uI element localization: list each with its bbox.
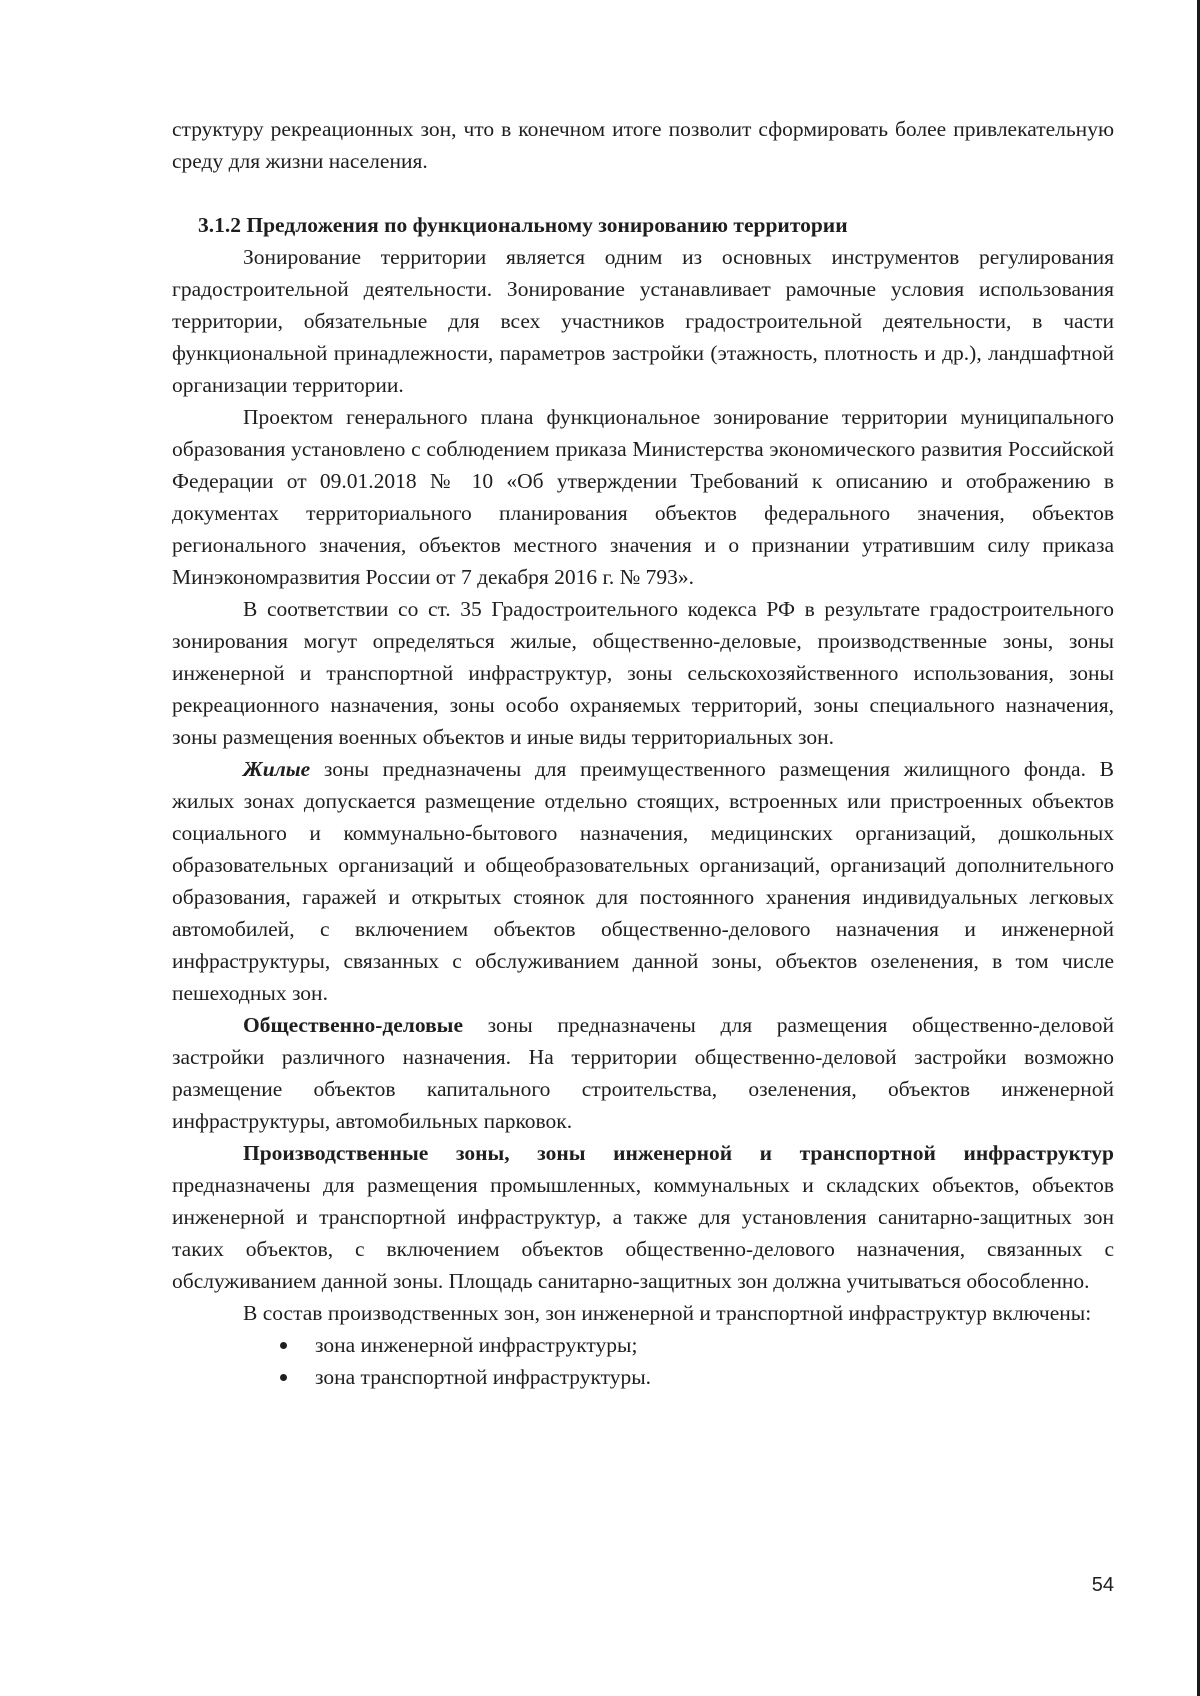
paragraph-intro: структуру рекреационных зон, что в конечном итоге позволит сформировать более привлекательную среду для жизни населения. bbox=[172, 117, 1114, 173]
paragraph-general-plan: Проектом генерального плана функциональное зонирование территории муниципального образования установлено с соблюдением приказа Министерства экономического развития Российской Федерации от 09.01.2018 № 10 «Об утверждении Требований к описанию и отображению в документах территориального планирования объектов федерального значения, объектов регионального значения, объектов местного значения и о признании утратившим силу приказа Минэкономразвития России от 7 декабря 2016 г. № 793». bbox=[172, 405, 1114, 589]
list-item bbox=[172, 1361, 1114, 1393]
paragraph-zoning-definition: Зонирование территории является одним из основных инструментов регулирования градостроительной деятельности. Зонирование устанавливает рамочные условия использования территории, обязательные для всех участников градостроительной деятельности, в части функциональной принадлежности, параметров застройки (этажность, плотность и др.), ландшафтной организации территории. bbox=[172, 245, 1114, 397]
business-zones-text: зоны предназначены для размещения общественно-деловой застройки различного назначения. На территории общественно-деловой застройки возможно размещение объектов капитального строительства, озеленения, объектов инженерной инфраструктуры, автомобильных парковок. bbox=[172, 1013, 1114, 1133]
industrial-zones-term: Производственные зоны, зоны инженерной и транспортной инфраструктур bbox=[243, 1141, 1114, 1165]
paragraph-business-zones bbox=[172, 1009, 1114, 1137]
page-number: 54 bbox=[1091, 1574, 1114, 1596]
paragraph-industrial-zones bbox=[172, 1137, 1114, 1297]
section-heading: 3.1.2 Предложения по функциональному зонированию территории bbox=[198, 213, 848, 237]
paragraph-residential-zones bbox=[172, 753, 1114, 1009]
paragraph-included-zones: В состав производственных зон, зон инженерной и транспортной инфраструктур включены: bbox=[243, 1301, 1092, 1325]
bullet-icon bbox=[280, 1374, 287, 1381]
section-body bbox=[172, 209, 1114, 1393]
list-item-text: зона транспортной инфраструктуры. bbox=[315, 1365, 652, 1389]
document-body bbox=[172, 113, 1114, 177]
zone-bullet-list bbox=[172, 1329, 1114, 1393]
residential-zones-text: зоны предназначены для преимущественного размещения жилищного фонда. В жилых зонах допускается размещение отдельно стоящих, встроенных или пристроенных объектов социального и коммунально-бытового назначения, медицинских организаций, дошкольных образовательных организаций и общеобразовательных организаций, организаций дополнительного образования, гаражей и открытых стоянок для постоянного хранения индивидуальных легковых автомобилей, с включением объектов общественно-делового назначения и инженерной инфраструктуры, связанных с обслуживанием данной зоны, объектов озеленения, в том числе пешеходных зон. bbox=[172, 757, 1114, 1005]
list-item-text: зона инженерной инфраструктуры; bbox=[315, 1333, 638, 1357]
list-item bbox=[172, 1329, 1114, 1361]
business-zones-term: Общественно-деловые bbox=[243, 1013, 464, 1037]
paragraph-zone-types: В соответствии со ст. 35 Градостроительного кодекса РФ в результате градостроительного зонирования могут определяться жилые, общественно-деловые, производственные зоны, зоны инженерной и транспортной инфраструктур, зоны сельскохозяйственного использования, зоны рекреационного назначения, зоны особо охраняемых территорий, зоны специального назначения, зоны размещения военных объектов и иные виды территориальных зон. bbox=[172, 597, 1114, 749]
industrial-zones-text: предназначены для размещения промышленных, коммунальных и складских объектов, объектов инженерной и транспортной инфраструктур, а также для установления санитарно-защитных зон таких объектов, с включением объектов общественно-делового назначения, связанных с обслуживанием данной зоны. Площадь санитарно-защитных зон должна учитываться обособленно. bbox=[172, 1173, 1114, 1293]
bullet-icon bbox=[280, 1342, 287, 1349]
residential-zones-term: Жилые bbox=[243, 757, 311, 781]
